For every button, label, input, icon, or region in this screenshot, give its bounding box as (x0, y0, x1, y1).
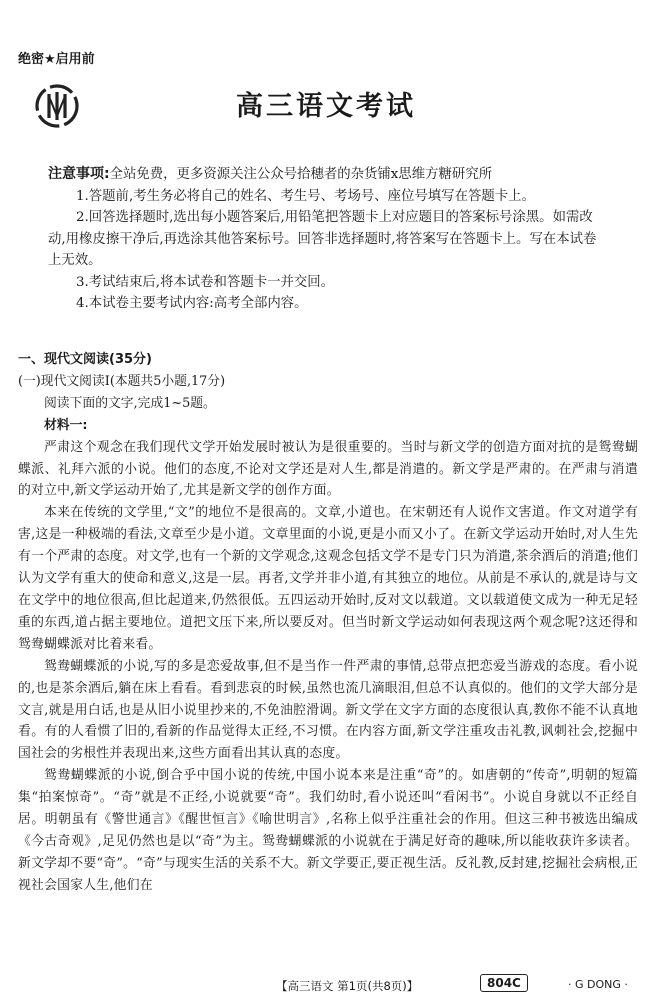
footer-brand: · G DONG · (568, 978, 628, 991)
notice-item: 4.本试卷主要考试内容:高考全部内容。 (76, 296, 308, 311)
notice-intro-line (48, 164, 608, 186)
footer-exam-code: 804C (480, 974, 528, 992)
passage-paragraph: 本来在传统的文学里,“文”的地位不是很高的。文章,小道也。在宋朝还有人说作文害道。作文对道学有害,这是一种极端的看法,文章至少是小道。文章里面的小说,更是小而又小了。在新文学运动开始时,对人生先有一个严肃的态度。对文学,也有一个新的文学观念,这观念包括文学不是专门只为消遣,茶余酒后的消遣;他们认为文学有重大的使命和意义,这是一层。再者,文学并非小道,有其独立的地位。从前是不承认的,就是诗与文在文学中的地位很高,但比起道来,仍然很低。五四运动开始时,反对文以载道。文以载道使文成为一种无足轻重的东西,道占据主要地位。道把文压下来,所以要反对。但当时新文学运动如何表现这两个观念呢?这还得和鸳鸯蝴蝶派对比着来看。 (18, 505, 638, 652)
section-heading: 一、现代文阅读(35分) (18, 352, 152, 367)
notice-intro: 全站免费，更多资源关注公众号拾穗者的杂货铺x思维方糖研究所 (109, 167, 493, 182)
section-instruction: 阅读下面的文字,完成1~5题。 (44, 395, 216, 411)
passage-paragraph: 严肃这个观念在我们现代文学开始发展时被认为是很重要的。当时与新文学的创造方面对抗的是鸳鸯蝴蝶派、礼拜六派的小说。他们的态度,不论对文学还是对人生,都是消遣的。新文学是严肃的。在严肃与消遣的对立中,新文学运动开始了,尤其是新文学的创作方面。 (18, 439, 638, 499)
notice-item: 2.回答选择题时,选出每小题答案后,用铅笔把答题卡上对应题目的答案标号涂黑。如需改动,用橡皮擦干净后,再选涂其他答案标号。回答非选择题时,将答案写在答题卡上。写在本试卷上无效。 (48, 210, 597, 268)
notice-item: 3.考试结束后,将本试卷和答题卡一并交回。 (76, 274, 335, 290)
confidential-label: 绝密★启用前 (18, 52, 95, 67)
notice-item: 1.答题前,考生务必将自己的姓名、考生号、考场号、座位号填写在答题卡上。 (76, 188, 535, 204)
footer-page-info: 【高三语文 第1页(共8页)】 (276, 979, 419, 993)
passage-paragraph: 鸳鸯蝴蝶派的小说,倒合乎中国小说的传统,中国小说本来是注重“奇”的。如唐朝的“传奇”,明朝的短篇集“拍案惊奇”。“奇”就是不正经,小说就要“奇”。我们幼时,看小说还叫“看闲书”。小说自身就以不正经自居。明朝虽有《警世通言》《醒世恒言》《喻世明言》,名称上似乎注重社会的作用。但这三种书被选出编成《今古奇观》,足见仍然也是以“奇”为主。鸳鸯蝴蝶派的小说就在于满足好奇的趣味,所以能收获许多读者。新文学却不要“奇”。“奇”与现实生活的关系不大。新文学要正,要正视生活。反礼教,反封建,挖掘社会病根,正视社会国家人生,他们在 (18, 768, 638, 893)
exam-title: 高三语文考试 (236, 91, 416, 122)
material-label: 材料一: (44, 417, 88, 433)
section-subheading: (一)现代文阅读Ⅰ(本题共5小题,17分) (18, 373, 226, 389)
notice-heading: 注意事项: (48, 166, 110, 182)
page-footer (0, 973, 652, 997)
passage-paragraph: 鸳鸯蝴蝶派的小说,写的多是恋爱故事,但不是当作一件严肃的事情,总带点把恋爱当游戏的态度。看小说的,也是茶余酒后,躺在床上看看。看到悲哀的时候,虽然也流几滴眼泪,但总不认真似的。他们的文学大部分是文言,就是用白话,也是从旧小说里抄来的,不免油腔滑调。新文学在文字方面的态度很认真,教你不能不认真地看。有的人看惯了旧的,看新的作品觉得太正经,不习惯。在内容方面,新文学注重攻击礼教,讽刺社会,挖掘中国社会的劣根性并表现出来,这些方面看出其认真的态度。 (18, 658, 638, 762)
reading-section (18, 349, 638, 897)
notice-block (48, 164, 608, 315)
